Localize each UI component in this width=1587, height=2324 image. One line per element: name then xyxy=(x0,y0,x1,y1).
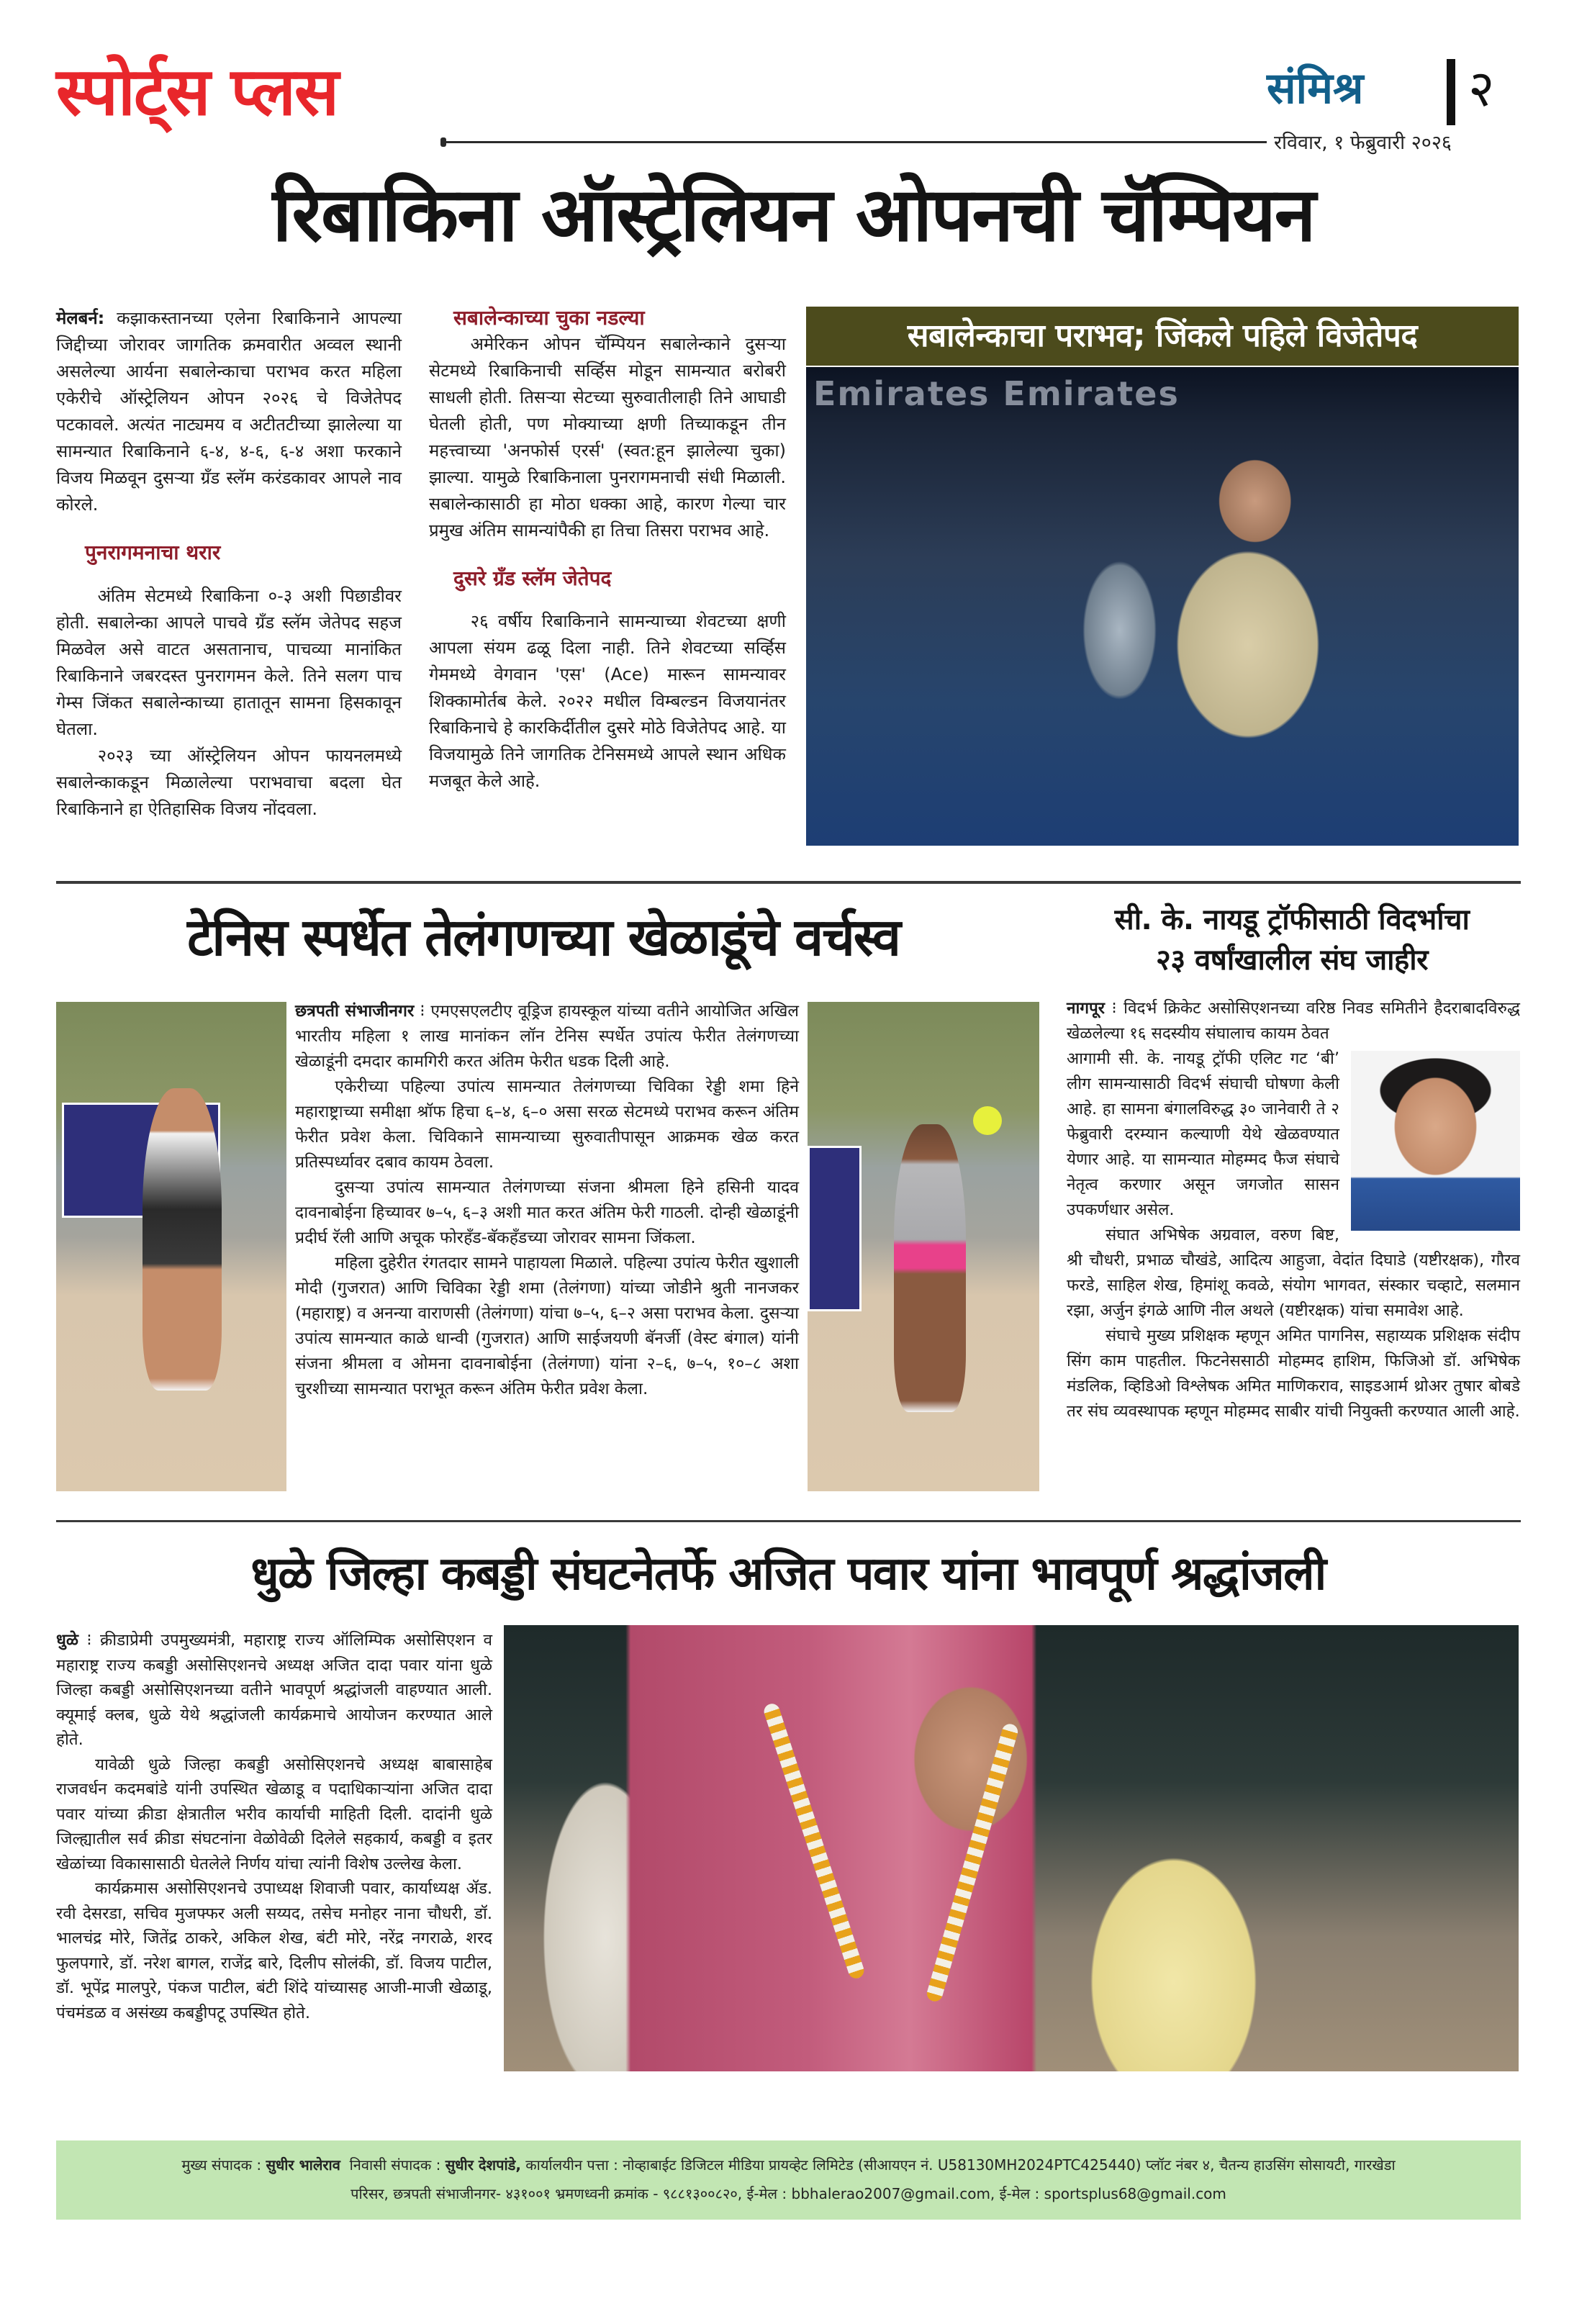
tennis-ball xyxy=(973,1106,1002,1135)
tennis-intro: छत्रपती संभाजीनगर ⁝ एमएसएलटीए वूड्रिज हायस्कूल यांच्या वतीने आयोजित अखिल भारतीय महिला १ लाख मानांकन लॉन टेनिस स्पर्धेत उपांत्य फेरीत तेलंगणच्या खेळाडूंनी दमदार कामगिरी करत अंतिम फेरीत धडक दिली आहे. xyxy=(295,1002,799,1071)
paragraph: क्रीडाप्रेमी उपमुख्यमंत्री, महाराष्ट्र राज्य ऑलिम्पिक असोसिएशन व महाराष्ट्र राज्य कबड्डी असोसिएशनचे अध्यक्ष अजित दादा पवार यांना धुळे जिल्हा कबड्डी असोसिएशनच्या वतीने भावपूर्ण श्रद्धांजली वाहण्यात आली. क्यूमाई क्लब, धुळे येथे श्रद्धांजली कार्यक्रमाचे आयोजन करण्यात आले होते. xyxy=(56,1631,492,1749)
cricketer-portrait xyxy=(1351,1051,1520,1231)
cricket-headline xyxy=(1062,900,1522,980)
paragraph: यावेळी धुळे जिल्हा कबड्डी असोसिएशनचे अध्यक्ष बाबासाहेब राजवर्धन कदमबांडे यांनी उपस्थित खेळाडू व पदाधिकाऱ्यांना अजित दादा पवार यांच्या क्रीडा क्षेत्रातील भरीव कार्याची माहिती दिली. दादांनी धुळे जिल्ह्यातील सर्व क्रीडा संघटनांना वेळोवेळी दिलेले सहकार्य, कबड्डी व इतर खेळांच्या विकासासाठी घेतलेले निर्णय यांचा त्यांनी विशेष उल्लेख केला. xyxy=(56,1755,492,1873)
tennis-text xyxy=(295,999,799,1402)
subhead-errors: सबालेन्काच्या चुका नडल्या xyxy=(453,306,645,330)
photo-caption-banner: सबालेन्काचा पराभव; जिंकले पहिले विजेतेपद xyxy=(806,307,1519,366)
tennis-player-photo-left xyxy=(56,1002,286,1491)
team-rest-text: श्री चौधरी, प्रभाळ चौखंडे, आदित्य आहुजा, वेदांत दिघाडे (यष्टीरक्षक), गौरव फरडे, साहिल शेख, हिमांशू कवळे, संयोग भागवत, संस्कार चव्हाटे, सलमान रझा, अर्जुन इंगळे आणि नील अथले (यष्टीरक्षक) यांचा समावेश आहे. xyxy=(1067,1251,1520,1320)
tribute-event-photo xyxy=(504,1625,1519,2071)
paragraph: एकेरीच्या पहिल्या उपांत्य सामन्यात तेलंगणच्या चिविका रेड्डी शमा हिने महाराष्ट्राच्या समीक्षा श्रॉफ हिचा ६–४, ६–० असा सरळ सेटमध्ये पराभव करून अंतिम फेरीत प्रवेश केला. चिविकाने सामन्याच्या सुरुवातीपासून आक्रमक खेळ करत प्रतिस्पर्ध्यावर दबाव कायम ठेवला. xyxy=(295,1077,799,1172)
tennis-player-figure xyxy=(143,1088,222,1391)
section-divider xyxy=(56,1520,1521,1522)
kabaddi-text xyxy=(56,1628,492,2025)
cricket-text xyxy=(1067,996,1520,1424)
paragraph: अमेरिकन ओपन चॅम्पियन सबालेन्काने दुसऱ्या सेटमध्ये रिबाकिनाची सर्व्हिस मोडून सामन्यात बरोबरी साधली होती. तिसऱ्या सेटच्या सुरुवातीलाही तिने आघाडी घेतली होती, पण मोक्याच्या क्षणी तिच्याकडून तीन महत्त्वाच्या 'अनफोर्स एरर्स' (स्वत:हून झालेल्या चुका) झाल्या. यामुळे रिबाकिनाला पुनरागमनाची संधी मिळाली. सबालेन्कासाठी हा मोठा धक्का आहे, कारण गेल्या चार प्रमुख अंतिम सामन्यांपैकी हा तिचा तिसरा पराभव आहे. xyxy=(429,334,786,541)
garland xyxy=(762,1701,867,1980)
photo-background-ad-text: Emirates Emirates xyxy=(813,374,1180,413)
paragraph: महिला दुहेरीत रंगतदार सामने पाहायला मिळाले. पहिल्या उपांत्य फेरीत खुशाली मोदी (गुजरात) आणि चिविका रेड्डी शमा (तेलंगणा) यांच्या जोडीने श्रुती नानजकर (महाराष्ट्र) व अनन्या वाराणसी (तेलंगणा) यांचा ७–५, ६–२ असा पराभव केला. दुसऱ्या उपांत्य सामन्यात काळे धान्वी (गुजरात) आणि साईजयणी बॅनर्जी (वेस्ट बंगाल) यांनी संजना श्रीमला व ओमना दावनाबोईना (तेलंगणा) यांना २–६, ७–५, १०–८ अशा चुरशीच्या सामन्यात पराभूत करून अंतिम फेरीत प्रवेश केला. xyxy=(295,1254,799,1398)
team-wrap-text: संघात अभिषेक अग्रवाल, वरुण बिष्ट, xyxy=(1106,1226,1339,1244)
section-divider-bar xyxy=(1447,59,1455,125)
cricket-headline-line-1: सी. के. नायडू ट्रॉफीसाठी विदर्भाचा xyxy=(1114,903,1470,936)
kabaddi-dateline: धुळे xyxy=(56,1631,78,1650)
lead-column-2 xyxy=(429,305,786,795)
resident-editor-label: निवासी संपादक : xyxy=(349,2156,441,2174)
masthead-logo: स्पोर्ट्स प्लस xyxy=(56,53,338,130)
issue-date: रविवार, १ फेब्रुवारी २०२६ xyxy=(1274,132,1452,154)
publisher-address: कार्यालयीन पत्ता : नोव्हाबाईट डिजिटल मीडिया प्रायव्हेट लिमिटेड (सीआयएन नं. U58130MH2024PTC425440) प्लॉट नंबर ४, चैतन्य हाउसिंग सोसायटी, गारखेडा xyxy=(525,2156,1396,2174)
subhead-second-title: दुसरे ग्रँड स्लॅम जेतेपद xyxy=(453,566,612,591)
rybakina-trophy-photo xyxy=(806,367,1519,846)
lead-column-1 xyxy=(56,305,402,823)
garland xyxy=(925,1722,1019,2004)
lead-intro xyxy=(56,305,402,518)
section-divider xyxy=(56,881,1521,884)
kabaddi-intro: धुळे ⁝ क्रीडाप्रेमी उपमुख्यमंत्री, महाराष्ट्र राज्य ऑलिम्पिक असोसिएशन व महाराष्ट्र राज्य कबड्डी असोसिएशनचे अध्यक्ष अजित दादा पवार यांना धुळे जिल्हा कबड्डी असोसिएशनच्या वतीने भावपूर्ण श्रद्धांजली वाहण्यात आली. क्यूमाई क्लब, धुळे येथे श्रद्धांजली कार्यक्रमाचे आयोजन करण्यात आले होते. xyxy=(56,1631,492,1749)
page-number: २ xyxy=(1468,59,1495,118)
paragraph: अंतिम सेटमध्ये रिबाकिना ०-३ अशी पिछाडीवर होती. सबालेन्का आपले पाचवे ग्रँड स्लॅम जेतेपद सहज मिळवेल असे वाटत असतानाच, पाचव्या मानांकित रिबाकिनाने जबरदस्त पुनरागमन केले. तिने सलग पाच गेम्स जिंकत सबालेन्काच्या हातातून सामना हिसकावून घेतला. xyxy=(56,586,402,740)
resident-editor: सुधीर देशपांडे, xyxy=(445,2156,521,2174)
imprint-footer xyxy=(56,2140,1521,2220)
paragraph: दुसऱ्या उपांत्य सामन्यात तेलंगणच्या संजना श्रीमला हिने हसिनी यादव दावनाबोईना हिच्यावर ७–५, ६–३ अशी मात करत अंतिम फेरी गाठली. दोन्ही खेळाडूंनी प्रदीर्घ रॅली आणि अचूक फोरहँड-बॅकहँडच्या जोरावर सामना जिंकला. xyxy=(295,1178,799,1247)
imprint-line-2: परिसर, छत्रपती संभाजीनगर- ४३१००१ भ्रमणध्वनी क्रमांक - ९८८१३००८२०, ई-मेल : bbhalerao2007@gmail.com, ई-मेल : sportsplus68@gmail.com xyxy=(351,2185,1226,2202)
chief-editor: सुधीर भालेराव xyxy=(266,2156,340,2174)
tournament-banner xyxy=(808,1146,862,1311)
tennis-player-photo-right xyxy=(808,1002,1039,1491)
cricket-dateline: नागपूर xyxy=(1067,999,1105,1018)
lead-intro-text: कझाकस्तानच्या एलेना रिबाकिनाने आपल्या जिद्दीच्या जोरावर जागतिक क्रमवारीत अव्वल स्थानी असलेल्या आर्यना सबालेन्काचा पराभव करत महिला एकेरीचे ऑस्ट्रेलियन ओपन २०२६ चे विजेतेपद पटकावले. अत्यंत नाट्यमय व अटीतटीच्या झालेल्या या सामन्यात रिबाकिनाने ६-४, ४-६, ६-४ अशा फरकाने विजय मिळवून दुसऱ्या ग्रँड स्लॅम करंडकावर आपले नाव कोरले. xyxy=(56,308,402,515)
paragraph: एमएसएलटीए वूड्रिज हायस्कूल यांच्या वतीने आयोजित अखिल भारतीय महिला १ लाख मानांकन लॉन टेनिस स्पर्धेत उपांत्य फेरीत तेलंगणच्या खेळाडूंनी दमदार कामगिरी करत अंतिम फेरीत धडक दिली आहे. xyxy=(295,1002,799,1071)
cricket-headline-line-2: २३ वर्षांखालील संघ जाहीर xyxy=(1156,944,1428,977)
paragraph: २६ वर्षीय रिबाकिनाने सामन्याच्या शेवटच्या क्षणी आपला संयम ढळू दिला नाही. तिने शेवटच्या सर्व्हिस गेममध्ये वेगवान 'एस' (Ace) मारून सामन्यावर शिक्कामोर्तब केले. २०२२ मधील विम्बल्डन विजयानंतर रिबाकिनाचे हे कारकिर्दीतील दुसरे मोठे विजेतेपद आहे. या विजयामुळे तिने जागतिक टेनिसमध्ये आपले स्थान अधिक मजबूत केले आहे. xyxy=(429,610,786,791)
masthead-rule xyxy=(446,141,1267,143)
chief-editor-label: मुख्य संपादक : xyxy=(181,2156,262,2174)
kabaddi-headline: धुळे जिल्हा कबड्डी संघटनेतर्फे अजित पवार यांना भावपूर्ण श्रद्धांजली xyxy=(250,1547,1326,1601)
lead-headline: रिबाकिना ऑस्ट्रेलियन ओपनची चॅम्पियन xyxy=(272,171,1315,258)
paragraph: संघाचे मुख्य प्रशिक्षक म्हणून अमित पागनिस, सहाय्यक प्रशिक्षक संदीप सिंग काम पाहतील. फिटनेससाठी मोहम्मद हाशिम, फिजिओ डॉ. अभिषेक मंडलिक, व्हिडिओ विश्लेषक अमित माणिकराव, साइडआर्म थ्रोअर तुषार बोबडे तर संघ व्यवस्थापक म्हणून मोहम्मद साबीर यांची नियुक्ती करण्यात आली आहे. xyxy=(1067,1326,1520,1421)
paragraph xyxy=(1067,1223,1520,1324)
paragraph: विदर्भ क्रिकेट असोसिएशनच्या वरिष्ठ निवड समितीने हैदराबादविरुद्ध खेळलेल्या १६ सदस्यीय संघालाच कायम ठेवत xyxy=(1067,999,1520,1043)
cricket-intro: नागपूर ⁝ विदर्भ क्रिकेट असोसिएशनच्या वरिष्ठ निवड समितीने हैदराबादविरुद्ध खेळलेल्या १६ सदस्यीय संघालाच कायम ठेवत xyxy=(1067,999,1520,1043)
tennis-player-figure xyxy=(894,1124,966,1412)
subhead-comeback: पुनरागमनाचा थरार xyxy=(85,541,221,564)
paragraph: २०२३ च्या ऑस्ट्रेलियन ओपन फायनलमध्ये सबालेन्काकडून मिळालेल्या पराभवाचा बदला घेत रिबाकिनाने हा ऐतिहासिक विजय नोंदवला. xyxy=(56,746,402,820)
section-name: संमिश्र xyxy=(1267,63,1364,114)
tennis-dateline: छत्रपती संभाजीनगर xyxy=(295,1002,415,1021)
paragraph: आगामी सी. के. नायडू ट्रॉफी एलिट गट ‘बी’ लीग सामन्यासाठी विदर्भ संघाची घोषणा केली आहे. हा सामना बंगालविरुद्ध ३० जानेवारी ते २ फेब्रुवारी दरम्यान कल्याणी येथे खेळवण्यात येणार आहे. या सामन्यात मोहम्मद फैज संघाचे नेतृत्व करणार असून जगजोत सासन उपकर्णधार असेल. xyxy=(1067,1049,1339,1219)
lead-dateline: मेलबर्न: xyxy=(56,308,105,328)
paragraph: कार्यक्रमास असोसिएशनचे उपाध्यक्ष शिवाजी पवार, कार्याध्यक्ष ॲड. रवी देसरडा, सचिव मुजफ्फर अली सय्यद, तसेच मनोहर नाना चौधरी, डॉ. भालचंद्र मोरे, जितेंद्र ठाकरे, अकिल शेख, बंटी मोरे, नरेंद्र नगराळे, शरद फुलपगारे, डॉ. नरेश बागल, राजेंद्र बारे, दिलीप सोलंकी, डॉ. विजय पाटील, डॉ. भूपेंद्र मालपुरे, पंकज पाटील, बंटी शिंदे यांच्यासह आजी-माजी खेळाडू, पंचमंडळ व असंख्य कबड्डीपटू उपस्थित होते. xyxy=(56,1879,492,2022)
imprint-line-1 xyxy=(56,2156,1521,2174)
tennis-headline: टेनिस स्पर्धेत तेलंगणच्या खेळाडूंचे वर्चस्व xyxy=(187,907,900,967)
